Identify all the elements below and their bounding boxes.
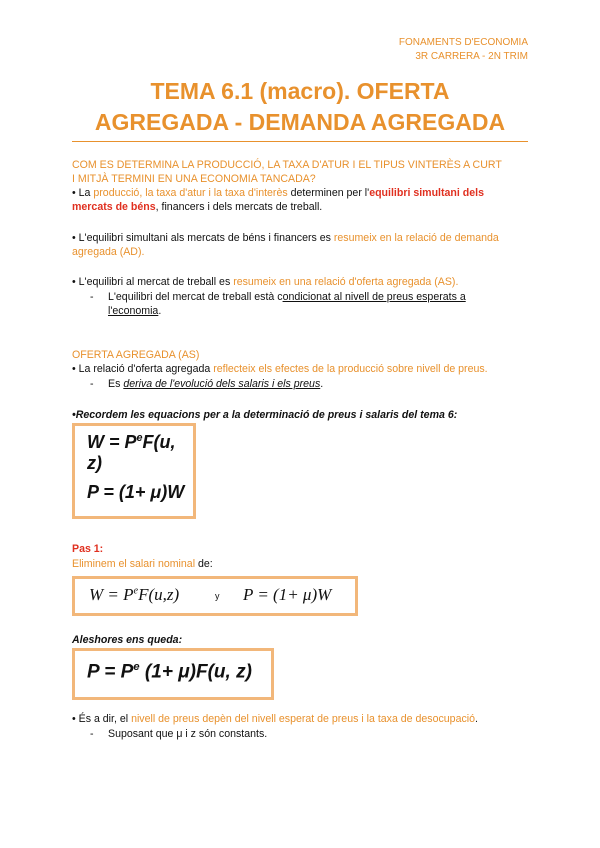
then-label: Aleshores ens queda:: [72, 634, 183, 646]
price-equation: P = (1+ μ)W: [87, 482, 185, 502]
recall-equations: •Recordem les equacions per a la determinació de preus i salaris del tema 6:: [72, 409, 458, 421]
wage-equation: $W = P^eF(u$, z): [87, 432, 176, 473]
intro-question: COM ES DETERMINA LA PRODUCCIÓ, LA TAXA D'ATUR I EL TIPUS VINTERÈS A CURT I MITJÀ TERMINI EN UNA ECONOMIA TANCADA?: [72, 159, 502, 185]
intro-bullet-3: • L'equilibri al mercat de treball es resumeix en una relació d'oferta agregada (AS).: [72, 276, 459, 288]
pas1-instruction: Eliminem el salari nominal de:: [72, 558, 213, 570]
pas1-conjunction: y: [215, 591, 220, 601]
conclusion-sub: - Suposant que μ i z són constants.: [90, 728, 268, 740]
pas1-price-equation: P = (1+ μ)W: [243, 585, 332, 604]
equations-box: [72, 423, 196, 519]
result-equation: $P = P^e$ (1+ μ)F(u, z): [87, 661, 252, 683]
page-title-line1: TEMA 6.1 (macro). OFERTA: [150, 78, 450, 104]
as-bullet-1-sub: - Es deriva de l'evolució dels salaris i els preus.: [90, 378, 324, 390]
as-bullet-1: • La relació d'oferta agregada reflecteix els efectes de la producció sobre nivell de preus.: [72, 363, 488, 375]
pas1-label: Pas 1:: [72, 543, 104, 555]
pas1-equations-box: [72, 576, 358, 616]
intro-bullet-3-sub: - L'equilibri del mercat de treball està condicionat al nivell de preus esperats a l'economia.: [90, 291, 466, 317]
course-header: 3R CARRERA - 2N TRIM: [415, 51, 528, 62]
pas1-wage-equation: $W = P^eF(u,z)$: [89, 585, 180, 604]
intro-bullet-2: • L'equilibri simultani als mercats de béns i financers es resumeix en la relació de demanda agregada (AD).: [72, 232, 499, 258]
as-heading: OFERTA AGREGADA (AS): [72, 349, 200, 361]
title-divider: [72, 141, 528, 142]
result-box: [72, 648, 274, 700]
conclusion-bullet: • És a dir, el nivell de preus depèn del nivell esperat de preus i la taxa de desocupació.: [72, 713, 478, 725]
subject-header: FONAMENTS D'ECONOMIA: [398, 37, 528, 48]
intro-bullet-1: • La producció, la taxa d'atur i la taxa d'interès determinen per l'equilibri simultani dels mercats de béns, financers i dels mercats de treball.: [72, 187, 484, 213]
page-title-line2: AGREGADA - DEMANDA AGREGADA: [94, 109, 506, 135]
